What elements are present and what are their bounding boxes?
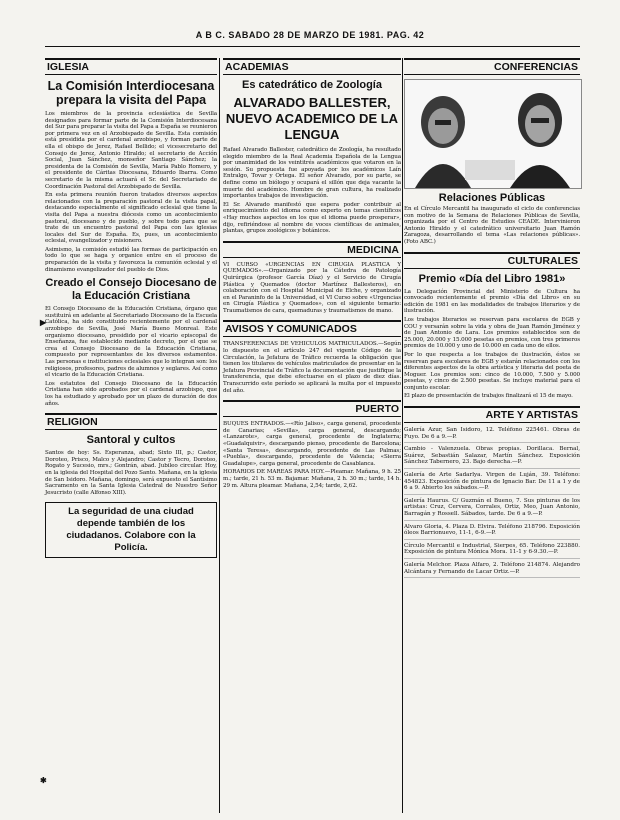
article-libro-p3: Por lo que respecta a los trabajos de ilustración, éstos se reservan para escolares de EGB y estarán relacionados con los diferentes aspectos de la obra artística y literaria del poeta de Moguer. Los premios son: cinco de 10.000, 7.500 y 5.000 pesetas, y cinco de 2.500 pesetas. Se incluye material para el conjunto escolar. xyxy=(404,351,580,391)
article-relaciones: En el Círculo Mercantil ha inaugurado el ciclo de conferencias con motivo de la Semana de Relaciones Públicas de Sevilla, organizada por el Centro de Estudios CEADE. Intervinieron Antonio Hiraldo y el catedrático universitario Juan Ramón Zaragoza, desarrollando el tema «Las relaciones públicas». (Foto ABC.) xyxy=(404,206,580,245)
gallery-list xyxy=(404,427,580,578)
column-middle xyxy=(223,58,401,491)
article-alvarado-p2: El Sr. Alvarado manifestó que espera poder contribuir al enriquecimiento del idioma como experto en temas científicos «Hay muchos aspectos en los que el idioma puede prosperar», dijo, refiriéndose al nombre de voces científicas de animales, plantas, grupos zoológicos y botánicos. xyxy=(223,201,401,235)
article-santoral: Santos de hoy: Ss. Esperanza, abad; Sixto III, p.; Castor, Doroteo, Prisco, Malco y Alejandro; Castor y Tecro, Doroteo, Rogato y Sucesio, mrs.; Gontrán, abad. Jubileo circular. Hoy, en la iglesia del Hospital del Pozo Santo. Mañana, en la iglesia de San Isidoro. Mañana, domingo, será expuesto el Santísimo Sacramento en la Santa Iglesia Catedral de Nuestro Señor Jesucristo (calle Alfonso XIII). xyxy=(45,450,217,496)
gallery-entry: Galería Haurus. C/ Guzmán el Bueno, 7. Sus pinturas de los artistas: Cruz, Cervera, Corrales, Ortiz, Meo, Juan Antonio, Barragán y Rossell. Sábados, tarde. De 6 a 9.—P. xyxy=(404,498,580,521)
corner-marker: ✱ xyxy=(40,776,47,785)
article-comision-p2: En esta primera reunión fueron tratados diversos aspectos relacionados con la preparación pastoral de la visita papal, destacando especialmente el significado eclesial que tiene la visita del Papa a nuestra diócesis como un acontecimiento pastoral, diocesano y de pueblo, y sobre todo para que se trate de un encuentro pastoral del Papa con las iglesias locales del Sur de España. Es, pues, un acontecimiento eclesial, evangelizador y misionero. xyxy=(45,192,217,245)
article-comision-p1: Los miembros de la provincia eclesiástica de Sevilla designados para formar parte de la Comisión Interdiocesana del Sur para preparar la visita del Papa a España se reunieron por primera vez en el Arzobispado de Sevilla. Esta comisión está presidida por el cardenal arzobispo, y forman parte de ella el obispo de Jerez, Rafael Bellido; el vicesecretario del Consejo de Jerez, Antonio Hiraldo; el secretario de Acción Social, Juan Sánchez, monseñor Santiago Sánchez; la presidenta de la Comisión de Sevilla, María Pablo Romero, y el presidente de Cáritas Diocesana, Eduardo Ibarra. Como secretario de la misma actuará el Sr. del Secretariado de Coordinación Pastoral del Arzobispado de Sevilla. xyxy=(45,111,217,190)
headline-catedratico: Es catedrático de Zoología xyxy=(242,79,382,91)
section-puerto: PUERTO xyxy=(223,400,401,417)
article-consejo-p2: Los estatutos del Consejo Diocesano de la Educación Cristiana han sido aprobados por el cardenal arzobispo, que los ha estudiado y aprobado por un plazo de duración de dos años. xyxy=(45,380,217,407)
article-consejo-p1: El Consejo Diocesano de la Educación Cristiana, órgano que sustituirá en adelante al Secretariado Diocesano de la Escuela Católica, ha sido constituido recientemente por el cardenal arzobispo de Sevilla, José María Bueno Monreal. Este organismo diocesano, presidido por el vicario episcopal de Enseñanza, fue establecido mediante decreto, por el que se crea el Consejo Diocesano de la Educación Cristiana, compuesto por representantes de los diversos estamentos. Las personas e instituciones eclesiales que lo integran son: los religiosos, profesores, padres de alumnos y seglares. Así como el vicario de la Educación Cristiana. xyxy=(45,306,217,379)
headline-santoral: Santoral y cultos xyxy=(86,434,176,447)
section-academias: ACADEMIAS xyxy=(223,58,401,75)
police-ad-box: La seguridad de una ciudad depende también de los ciudadanos. Colabore con la Policía. xyxy=(45,502,217,558)
article-avisos: TRANSFERENCIAS DE VEHICULOS MATRICULADOS.—Según lo dispuesto en el artículo 247 del vigente Código de la Circulación, la Jefatura de Tráfico recuerda la obligación que tienen los titulares de vehículos matriculados de presentar en la Jefatura Provincial de Tráfico la documentación que justifique la transferencia, que debe efectuarse en el plazo de diez días. Transcurrido este período se aplicará la multa por el impuesto del año. xyxy=(223,341,401,394)
page-header: A B C. SABADO 28 DE MARZO DE 1981. PAG. 42 xyxy=(195,30,425,40)
article-buques: BUQUES ENTRADOS.—«Río Jaliso», carga general, procedente de Canarias; «Sevilla», carga general, descargando; «Lanzarote», carga general, procedente de Inglaterra; «Guadalquivir», descargando pienso, procedente de Barcelona; «Santa Teresa», descargando, procedente de Las Palmas; «Puebla», descargando, procedente de Valencia; «Sierra Guadalupe», carga general, procedente de Casablanca. xyxy=(223,421,401,467)
gallery-entry: Alvaro Gloria, 4. Plaza D. Elvira. Teléfono 218796. Exposición óleos Barrionuevo, 11-1, 6-9.—P. xyxy=(404,524,580,540)
article-libro-p1: La Delegación Provincial del Ministerio de Cultura ha convocado recientemente el premio «Día del Libro» en su edición de 1981 en las modalidades de trabajos literarios y de ilustración. xyxy=(404,288,580,315)
column-right xyxy=(404,58,580,581)
gallery-entry: Círculo Mercantil e Industrial, Sierpes, 65. Teléfono 223880. Exposición de pintura Mónica Mora. 11-1 y 6-9.30.—P. xyxy=(404,543,580,559)
headline-dia-libro: Premio «Día del Libro 1981» xyxy=(418,272,566,285)
gallery-entry: Cambio - Valenzuela. Obras propias. Dorillaca. Bernal, Suárez, Sebastián Salazar, Martín Sánchez. Exposición Sánchez Tabernero, 23. Bajo derecha.—P. xyxy=(404,446,580,469)
article-libro-p4: El plazo de presentación de trabajos finalizará el 15 de mayo. xyxy=(404,393,573,400)
gallery-entry: Galería Azur, San Isidoro, 12. Teléfono 225461. Obras de Fuyo. De 6 a 9.—P. xyxy=(404,427,580,443)
left-arrow-icon: ▶ xyxy=(40,318,47,327)
gallery-entry: Galería de Arte Sadarlya. Virgen de Luján, 39. Teléfono: 454823. Exposición de pintura de Ignacio Bar. De 11 a 1 y de 6 a 9. Abierto los sábados.—P. xyxy=(404,472,580,495)
photo-portraits xyxy=(405,80,581,188)
article-mareas: HORARIOS DE MAREAS PARA HOY.—Pleamar. Mañana, 9 h. 25 m.; tarde, 21 h. 53 m. Bajamar. Mañana, 2 h. 30 m.; tarde, 14 h. 29 m. Altura pleamar. Mañana, 2,54; tarde, 2,62. xyxy=(223,469,401,489)
section-culturales: CULTURALES xyxy=(404,252,580,269)
article-comision-p3: Asimismo, la comisión estudió las formas de participación en todo lo que se haga y organice entre en el proceso de preparación de la visita y favorezca la comunión eclesial y el dinamismo evangelizador del pueblo de Dios. xyxy=(45,246,217,273)
section-medicina: MEDICINA xyxy=(223,241,401,258)
header-rule xyxy=(45,46,580,47)
article-medicina: VI CURSO «URGENCIAS EN CIRUGIA PLASTICA Y QUEMADOS».—Organizado por la Cátedra de Patología Quirúrgica (profesor García Díaz) y el Servicio de Cirugía Plástica y Quemados (doctor Martínez Ballesteros), en colaboración con el Hospital Municipal de Elche, y organizado en el Paraninfo de la Universidad, el VI Curso sobre «Urgencias en Cirugía Plástica y Quemados», con el siguiente temario: Traumatismos de cara, quemaduras y traumatismos de mano. xyxy=(223,261,401,314)
section-avisos: AVISOS Y COMUNICADOS xyxy=(223,320,401,337)
headline-consejo: Creado el Consejo Diocesano de la Educación Cristiana xyxy=(45,277,217,303)
section-religion: RELIGION xyxy=(45,413,217,430)
article-libro-p2: Los trabajos literarios se reservan para escolares de EGB y COU y versarán sobre la vida y obra de Juan Ramón Jiménez y de Juan Antonio de Lara. Los premios establecidos son de 25.000, 20.000 y 15.000 pesetas en premios, con tres primeros premios de 10.000 y uno de 10.000 en cada uno de ellos. xyxy=(404,316,580,350)
headline-alvarado: ALVARADO BALLESTER, NUEVO ACADEMICO DE LA LENGUA xyxy=(225,95,399,142)
section-iglesia: IGLESIA xyxy=(45,58,217,75)
gallery-entry: Galería Melchor. Plaza Alfaro, 2. Teléfono 214874. Alejandro Alcántara y Fernando de Lacar Ortiz.—P. xyxy=(404,562,580,578)
photo-headline: Relaciones Públicas xyxy=(438,192,546,204)
conference-photo xyxy=(404,79,582,189)
column-rule-1 xyxy=(219,58,220,813)
section-arte: ARTE Y ARTISTAS xyxy=(404,406,580,423)
section-conferencias: CONFERENCIAS xyxy=(404,58,580,75)
column-left xyxy=(45,58,217,558)
article-alvarado-p1: Rafael Alvarado Ballester, catedrático de Zoología, ha resultado elegido miembro de la Real Academia Española de la Lengua por unanimidad de los veintitrés académicos que votaron en la sesión. Su propuesta fue apoyada por los académicos Laín Entralgo, Tovar y Ortega. El señor Alvarado, por su parte, se define como un biólogo y ocupará el sillón que deja vacante la muerte del académico. Hombre de gran cultura, ha realizado importantes trabajos de investigación. xyxy=(223,147,401,200)
headline-comision: La Comisión Interdiocesana prepara la visita del Papa xyxy=(47,79,215,107)
column-rule-2 xyxy=(402,58,403,813)
